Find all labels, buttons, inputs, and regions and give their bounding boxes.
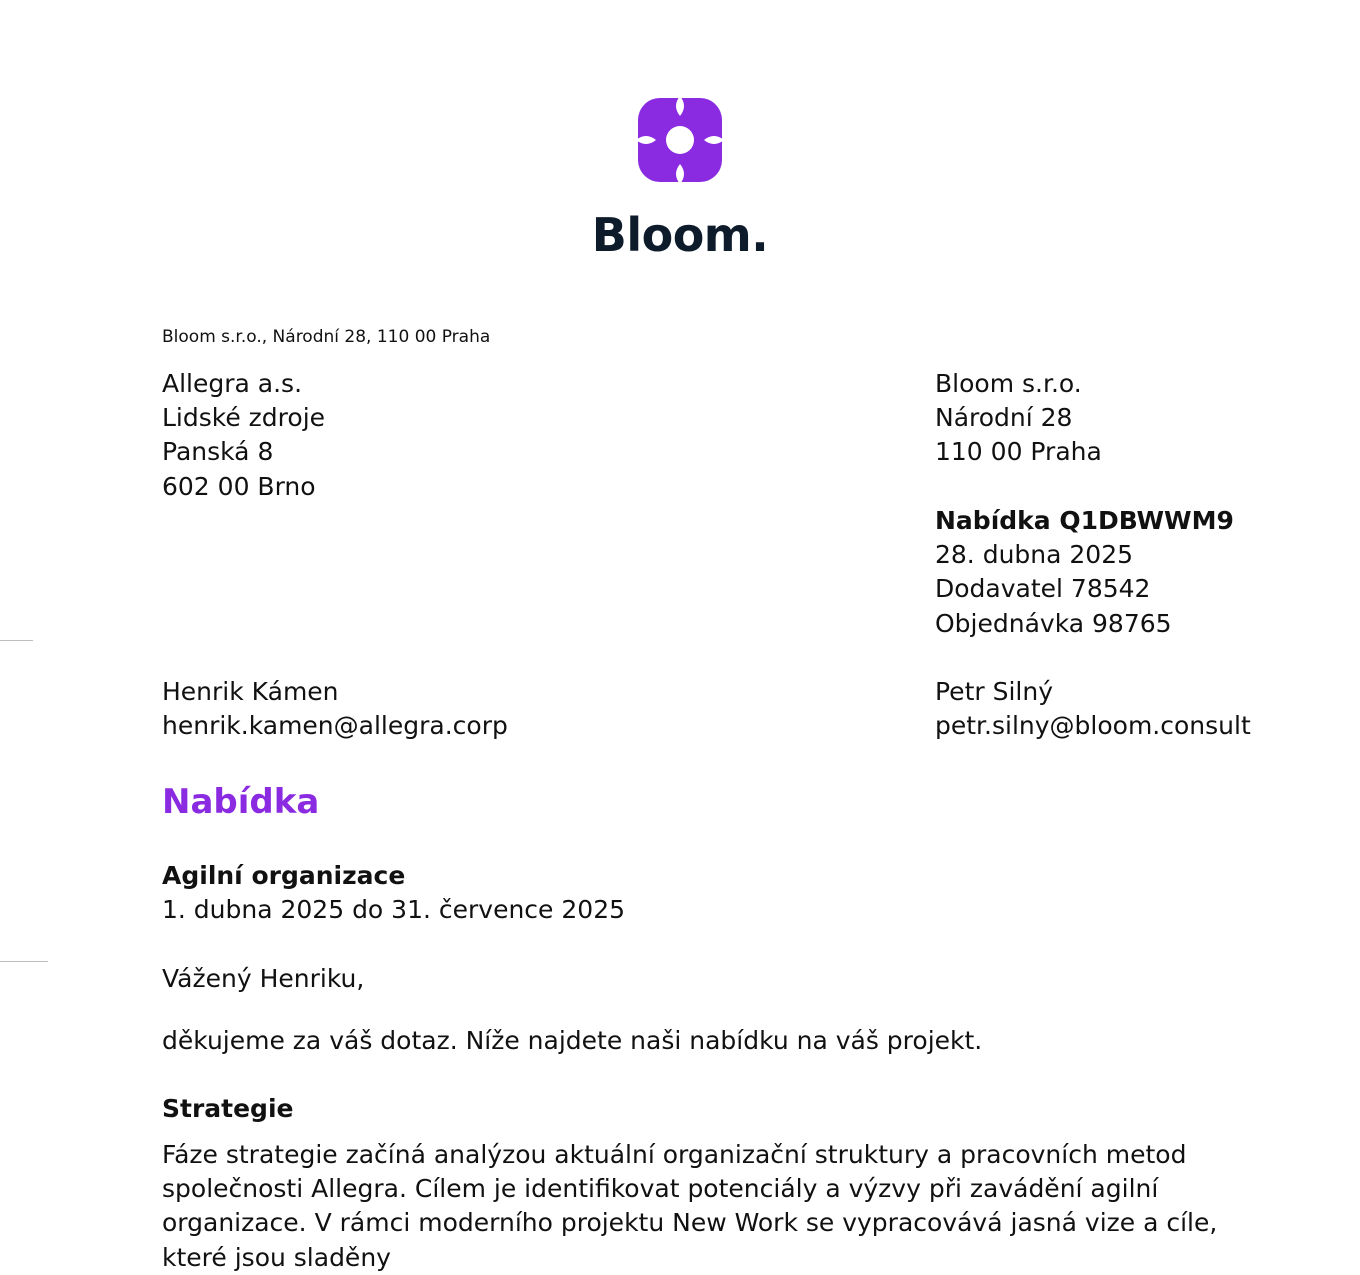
recipient-department: Lidské zdroje: [162, 403, 326, 433]
project-name: Agilní organizace: [162, 861, 406, 890]
section-paragraph: [162, 1138, 1242, 1275]
recipient-contact-email[interactable]: henrik.kamen@allegra.corp: [162, 711, 508, 741]
issuer-street: Národní 28: [935, 403, 1073, 433]
issuer-contact: [935, 675, 1251, 743]
quote-details: [935, 504, 1234, 641]
recipient-contact: [162, 675, 508, 743]
project-period: 1. dubna 2025 do 31. července 2025: [162, 895, 626, 925]
intro-text: děkujeme za váš dotaz. Níže najdete naši nabídku na váš projekt.: [162, 1026, 983, 1055]
issuer-contact-email[interactable]: petr.silny@bloom.consult: [935, 711, 1251, 741]
section-heading: Strategie: [162, 1094, 294, 1123]
quote-date: 28. dubna 2025: [935, 540, 1134, 570]
greeting: Vážený Henriku,: [162, 964, 365, 993]
issuer-address: [935, 367, 1102, 470]
brand-name: Bloom.: [591, 208, 769, 262]
recipient-address: [162, 367, 325, 504]
fold-mark-top: [0, 640, 33, 641]
fold-mark-middle: [0, 961, 48, 962]
recipient-company: Allegra a.s.: [162, 369, 303, 398]
document-title: Nabídka: [162, 782, 320, 822]
recipient-contact-name: Henrik Kámen: [162, 677, 339, 706]
paragraph-line: V rámci moderního projektu New Work se vypracovává jasná vize a cíle, které jsou sladěny: [162, 1208, 1218, 1272]
quote-number: Nabídka Q1DBWWM9: [935, 506, 1234, 535]
issuer-city: 110 00 Praha: [935, 437, 1102, 467]
recipient-city: 602 00 Brno: [162, 471, 316, 501]
project-info: [162, 859, 625, 927]
flower-icon: [636, 96, 724, 184]
order-number: Objednávka 98765: [935, 608, 1172, 638]
issuer-contact-name: Petr Silný: [935, 677, 1053, 706]
recipient-street: Panská 8: [162, 437, 274, 467]
sender-address-line: Bloom s.r.o., Národní 28, 110 00 Praha: [162, 327, 491, 347]
paragraph-line: Fáze strategie začíná analýzou aktuální organizační struktury a pracovních metod: [162, 1140, 1187, 1169]
supplier-number: Dodavatel 78542: [935, 574, 1151, 604]
paragraph-line: společnosti Allegra. Cílem je identifikovat potenciály a výzvy při zavádění agilní organizace.: [162, 1174, 1159, 1238]
issuer-company: Bloom s.r.o.: [935, 369, 1082, 398]
